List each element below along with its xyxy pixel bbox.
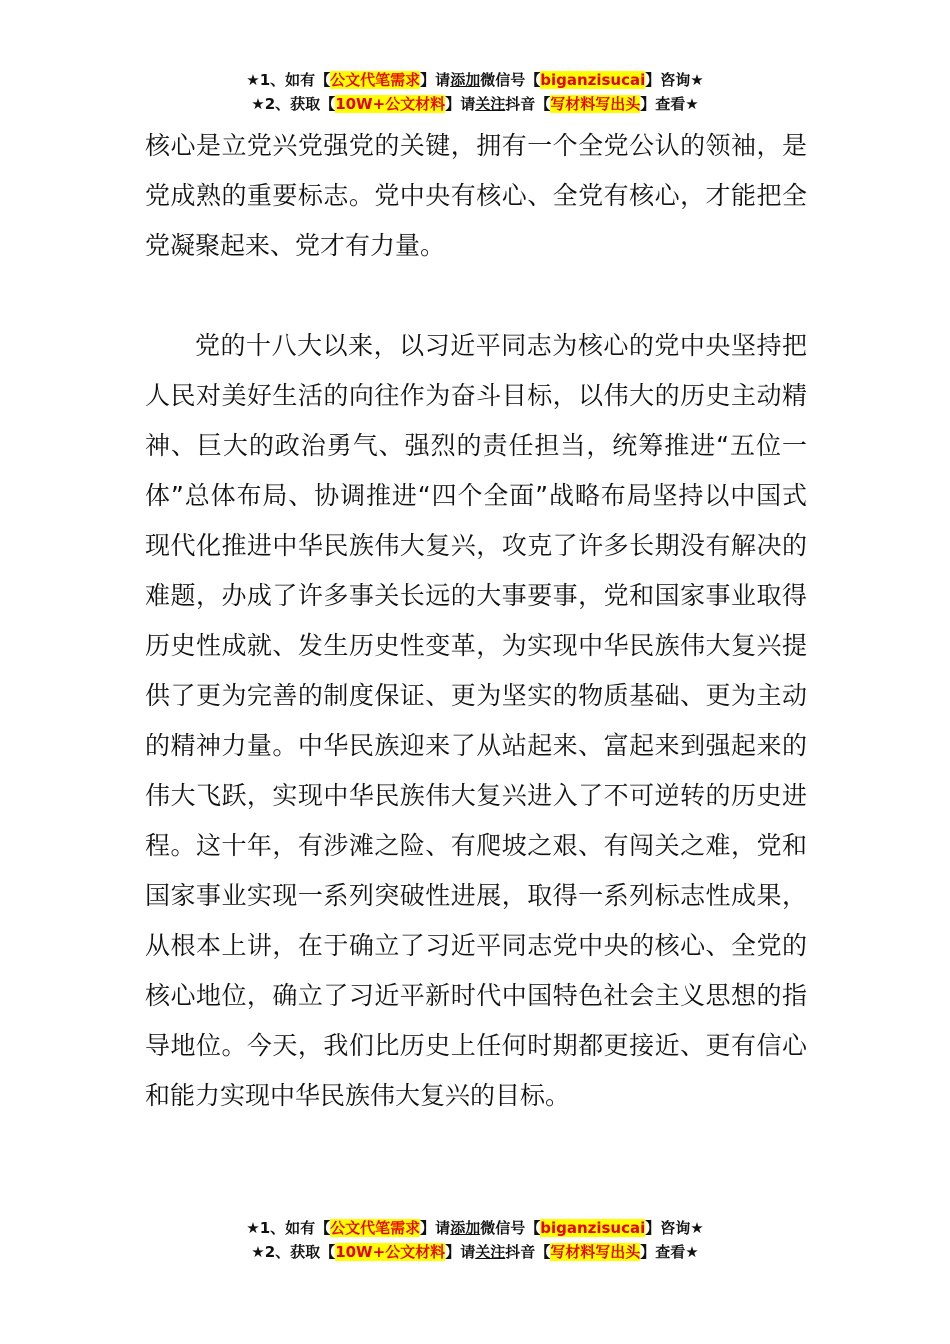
banner-line-1: ★1、如有【公文代笔需求】请添加微信号【biganzisucai】咨询★ [246,71,704,89]
paragraph-2: 党的十八大以来，以习近平同志为核心的党中央坚持把人民对美好生活的向往作为奋斗目标，以伟大的历史主动精神、巨大的政治勇气、强烈的责任担当，统筹推进“五位一体”总体布局、协调推进“四个全面”战略布局坚持以中国式现代化推进中华民族伟大复兴，攻克了许多长期没有解决的难题，办成了许多事关长远的大事要事，党和国家事业取得历史性成就、发生历史性变革，为实现中华民族伟大复兴提供了更为完善的制度保证、更为坚实的物质基础、更为主动的精神力量。中华民族迎来了从站起来、富起来到强起来的伟大飞跃，实现中华民族伟大复兴进入了不可逆转的历史进程。这十年，有涉滩之险、有爬坡之艰、有闯关之难，党和国家事业实现一系列突破性进展，取得一系列标志性成果，从根本上讲，在于确立了习近平同志党中央的核心、全党的核心地位，确立了习近平新时代中国特色社会主义思想的指导地位。今天，我们比历史上任何时期都更接近、更有信心和能力实现中华民族伟大复兴的目标。 [145,331,807,1110]
highlight-wechat-id: biganzisucai [540,71,646,89]
banner-line-2: ★2、获取【10W+公文材料】请关注抖音【写材料写出头】查看★ [251,1243,699,1261]
highlight-wechat-id: biganzisucai [540,1219,646,1237]
highlight-service: 公文代笔需求 [330,71,421,89]
highlight-materials: 10W+公文材料 [335,95,446,113]
highlight-douyin-account: 写材料写出头 [550,1243,641,1261]
highlight-douyin-account: 写材料写出头 [550,95,641,113]
banner-line-1: ★1、如有【公文代笔需求】请添加微信号【biganzisucai】咨询★ [246,1219,704,1237]
highlight-service: 公文代笔需求 [330,1219,421,1237]
highlight-materials: 10W+公文材料 [335,1243,446,1261]
banner-line-2: ★2、获取【10W+公文材料】请关注抖音【写材料写出头】查看★ [251,95,699,113]
header-banner [0,68,950,116]
footer-banner [0,1216,950,1264]
paragraph-1: 核心是立党兴党强党的关键，拥有一个全党公认的领袖，是党成熟的重要标志。党中央有核心、全党有核心，才能把全党凝聚起来、党才有力量。 [145,131,807,260]
